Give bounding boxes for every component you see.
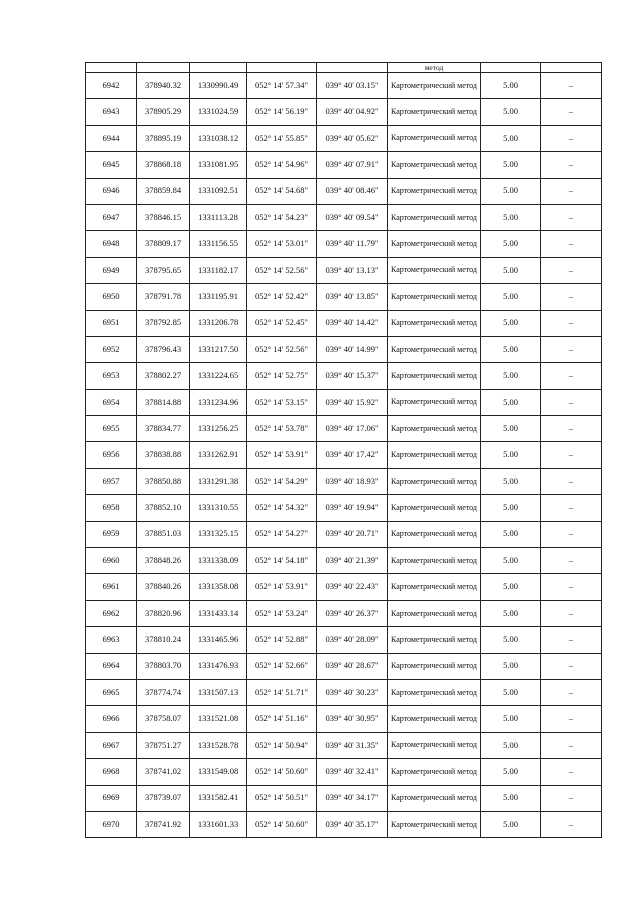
latitude-cell: 052° 14' 54.96" xyxy=(247,152,317,178)
method-cell: Картометрический метод xyxy=(388,600,481,626)
note-cell: – xyxy=(541,574,602,600)
point-number-cell: 6943 xyxy=(86,99,137,125)
table-row xyxy=(86,785,602,811)
accuracy-cell: 5.00 xyxy=(481,495,541,521)
note-cell: – xyxy=(541,811,602,837)
point-number-cell: 6966 xyxy=(86,706,137,732)
x-coordinate-cell: 378846.15 xyxy=(137,204,190,230)
accuracy-cell: 5.00 xyxy=(481,627,541,653)
point-number-cell: 6951 xyxy=(86,310,137,336)
longitude-cell: 039° 40' 30.23" xyxy=(317,679,388,705)
y-coordinate-cell: 1330990.49 xyxy=(190,73,247,99)
accuracy-cell: 5.00 xyxy=(481,653,541,679)
method-cell: Картометрический метод xyxy=(388,231,481,257)
point-number-cell: 6959 xyxy=(86,521,137,547)
point-number-cell: 6953 xyxy=(86,363,137,389)
table-row xyxy=(86,679,602,705)
point-number-cell: 6964 xyxy=(86,653,137,679)
x-coordinate-cell: 378774.74 xyxy=(137,679,190,705)
y-coordinate-cell: 1331291.38 xyxy=(190,468,247,494)
y-coordinate-cell: 1331256.25 xyxy=(190,416,247,442)
longitude-cell: 039° 40' 15.92" xyxy=(317,389,388,415)
accuracy-cell: 5.00 xyxy=(481,574,541,600)
y-coordinate-cell: 1331507.13 xyxy=(190,679,247,705)
y-coordinate-cell: 1331476.93 xyxy=(190,653,247,679)
point-number-cell: 6945 xyxy=(86,152,137,178)
x-coordinate-cell: 378895.19 xyxy=(137,125,190,151)
longitude-cell: 039° 40' 32.41" xyxy=(317,759,388,785)
point-number-cell: 6962 xyxy=(86,600,137,626)
latitude-cell: 052° 14' 53.91" xyxy=(247,574,317,600)
point-number-cell: 6969 xyxy=(86,785,137,811)
point-number-cell: 6958 xyxy=(86,495,137,521)
x-coordinate-cell: 378791.78 xyxy=(137,284,190,310)
longitude-cell: 039° 40' 19.94" xyxy=(317,495,388,521)
note-cell: – xyxy=(541,99,602,125)
latitude-cell: 052° 14' 52.56" xyxy=(247,257,317,283)
accuracy-cell: 5.00 xyxy=(481,204,541,230)
accuracy-cell: 5.00 xyxy=(481,310,541,336)
latitude-cell: 052° 14' 52.66" xyxy=(247,653,317,679)
coordinates-table xyxy=(85,62,602,838)
x-coordinate-cell: 378796.43 xyxy=(137,336,190,362)
table-row xyxy=(86,416,602,442)
note-cell: – xyxy=(541,178,602,204)
latitude-cell: 052° 14' 54.68" xyxy=(247,178,317,204)
latitude-cell: 052° 14' 52.88" xyxy=(247,627,317,653)
longitude-cell: 039° 40' 28.67" xyxy=(317,653,388,679)
point-number-cell: 6965 xyxy=(86,679,137,705)
longitude-cell: 039° 40' 13.13" xyxy=(317,257,388,283)
longitude-cell: 039° 40' 18.93" xyxy=(317,468,388,494)
note-cell: – xyxy=(541,521,602,547)
method-cell: Картометрический метод xyxy=(388,811,481,837)
method-cell: Картометрический метод xyxy=(388,257,481,283)
latitude-cell: 052° 14' 50.60" xyxy=(247,811,317,837)
accuracy-cell xyxy=(481,63,541,73)
method-cell: Картометрический метод xyxy=(388,336,481,362)
longitude-cell: 039° 40' 03.15" xyxy=(317,73,388,99)
method-cell: Картометрический метод xyxy=(388,785,481,811)
x-coordinate-cell: 378851.03 xyxy=(137,521,190,547)
note-cell: – xyxy=(541,73,602,99)
y-coordinate-cell: 1331528.78 xyxy=(190,732,247,758)
accuracy-cell: 5.00 xyxy=(481,125,541,151)
longitude-cell: 039° 40' 21.39" xyxy=(317,548,388,574)
y-coordinate-cell: 1331092.51 xyxy=(190,178,247,204)
note-cell: – xyxy=(541,785,602,811)
point-number-cell: 6946 xyxy=(86,178,137,204)
latitude-cell: 052° 14' 52.42" xyxy=(247,284,317,310)
latitude-cell: 052° 14' 54.23" xyxy=(247,204,317,230)
table-row xyxy=(86,152,602,178)
y-coordinate-cell: 1331206.78 xyxy=(190,310,247,336)
y-coordinate-cell: 1331217.50 xyxy=(190,336,247,362)
point-number-cell xyxy=(86,63,137,73)
accuracy-cell: 5.00 xyxy=(481,521,541,547)
accuracy-cell: 5.00 xyxy=(481,416,541,442)
longitude-cell: 039° 40' 30.95" xyxy=(317,706,388,732)
accuracy-cell: 5.00 xyxy=(481,679,541,705)
method-cell: Картометрический метод xyxy=(388,416,481,442)
x-coordinate-cell: 378758.07 xyxy=(137,706,190,732)
x-coordinate-cell: 378852.10 xyxy=(137,495,190,521)
accuracy-cell: 5.00 xyxy=(481,442,541,468)
latitude-cell: 052° 14' 55.85" xyxy=(247,125,317,151)
point-number-cell: 6944 xyxy=(86,125,137,151)
x-coordinate-cell: 378739.07 xyxy=(137,785,190,811)
y-coordinate-cell: 1331601.33 xyxy=(190,811,247,837)
point-number-cell: 6968 xyxy=(86,759,137,785)
method-cell: Картометрический метод xyxy=(388,442,481,468)
table-row xyxy=(86,759,602,785)
note-cell: – xyxy=(541,389,602,415)
longitude-cell: 039° 40' 35.17" xyxy=(317,811,388,837)
y-coordinate-cell: 1331358.08 xyxy=(190,574,247,600)
point-number-cell: 6949 xyxy=(86,257,137,283)
accuracy-cell: 5.00 xyxy=(481,257,541,283)
table-body xyxy=(86,63,602,838)
table-row xyxy=(86,732,602,758)
x-coordinate-cell: 378810.24 xyxy=(137,627,190,653)
x-coordinate-cell: 378741.92 xyxy=(137,811,190,837)
note-cell: – xyxy=(541,336,602,362)
y-coordinate-cell: 1331465.96 xyxy=(190,627,247,653)
method-cell: Картометрический метод xyxy=(388,521,481,547)
point-number-cell: 6948 xyxy=(86,231,137,257)
note-cell: – xyxy=(541,468,602,494)
latitude-cell: 052° 14' 54.29" xyxy=(247,468,317,494)
y-coordinate-cell: 1331433.14 xyxy=(190,600,247,626)
method-cell: Картометрический метод xyxy=(388,574,481,600)
longitude-cell: 039° 40' 05.62" xyxy=(317,125,388,151)
accuracy-cell: 5.00 xyxy=(481,336,541,362)
method-cell: Картометрический метод xyxy=(388,548,481,574)
longitude-cell: 039° 40' 17.06" xyxy=(317,416,388,442)
longitude-cell: 039° 40' 20.71" xyxy=(317,521,388,547)
x-coordinate-cell: 378820.96 xyxy=(137,600,190,626)
table-row xyxy=(86,548,602,574)
longitude-cell: 039° 40' 26.37" xyxy=(317,600,388,626)
method-cell: Картометрический метод xyxy=(388,99,481,125)
latitude-cell: 052° 14' 52.45" xyxy=(247,310,317,336)
latitude-cell xyxy=(247,63,317,73)
x-coordinate-cell: 378795.65 xyxy=(137,257,190,283)
method-cell: Картометрический метод xyxy=(388,653,481,679)
accuracy-cell: 5.00 xyxy=(481,73,541,99)
longitude-cell: 039° 40' 34.17" xyxy=(317,785,388,811)
table-row xyxy=(86,811,602,837)
table-row xyxy=(86,204,602,230)
latitude-cell: 052° 14' 53.01" xyxy=(247,231,317,257)
latitude-cell: 052° 14' 56.19" xyxy=(247,99,317,125)
latitude-cell: 052° 14' 50.94" xyxy=(247,732,317,758)
longitude-cell: 039° 40' 13.85" xyxy=(317,284,388,310)
point-number-cell: 6947 xyxy=(86,204,137,230)
point-number-cell: 6970 xyxy=(86,811,137,837)
latitude-cell: 052° 14' 53.91" xyxy=(247,442,317,468)
x-coordinate-cell: 378803.70 xyxy=(137,653,190,679)
point-number-cell: 6967 xyxy=(86,732,137,758)
y-coordinate-cell: 1331549.08 xyxy=(190,759,247,785)
x-coordinate-cell: 378905.29 xyxy=(137,99,190,125)
longitude-cell: 039° 40' 08.46" xyxy=(317,178,388,204)
table-row xyxy=(86,125,602,151)
method-cell: Картометрический метод xyxy=(388,152,481,178)
note-cell: – xyxy=(541,231,602,257)
x-coordinate-cell: 378838.88 xyxy=(137,442,190,468)
point-number-cell: 6942 xyxy=(86,73,137,99)
table-row xyxy=(86,99,602,125)
x-coordinate-cell xyxy=(137,63,190,73)
method-cell: Картометрический метод xyxy=(388,284,481,310)
y-coordinate-cell xyxy=(190,63,247,73)
note-cell: – xyxy=(541,495,602,521)
point-number-cell: 6952 xyxy=(86,336,137,362)
longitude-cell: 039° 40' 31.35" xyxy=(317,732,388,758)
table-row xyxy=(86,178,602,204)
note-cell: – xyxy=(541,732,602,758)
x-coordinate-cell: 378741.02 xyxy=(137,759,190,785)
y-coordinate-cell: 1331234.96 xyxy=(190,389,247,415)
note-cell: – xyxy=(541,759,602,785)
note-cell: – xyxy=(541,600,602,626)
x-coordinate-cell: 378840.26 xyxy=(137,574,190,600)
note-cell: – xyxy=(541,653,602,679)
longitude-cell: 039° 40' 14.42" xyxy=(317,310,388,336)
latitude-cell: 052° 14' 50.60" xyxy=(247,759,317,785)
y-coordinate-cell: 1331038.12 xyxy=(190,125,247,151)
point-number-cell: 6950 xyxy=(86,284,137,310)
y-coordinate-cell: 1331310.55 xyxy=(190,495,247,521)
note-cell: – xyxy=(541,627,602,653)
method-cell: метод xyxy=(388,63,481,73)
longitude-cell: 039° 40' 28.09" xyxy=(317,627,388,653)
longitude-cell: 039° 40' 07.91" xyxy=(317,152,388,178)
table-row xyxy=(86,521,602,547)
accuracy-cell: 5.00 xyxy=(481,732,541,758)
latitude-cell: 052° 14' 52.75" xyxy=(247,363,317,389)
latitude-cell: 052° 14' 50.51" xyxy=(247,785,317,811)
method-cell: Картометрический метод xyxy=(388,468,481,494)
accuracy-cell: 5.00 xyxy=(481,363,541,389)
table-row xyxy=(86,257,602,283)
table-row xyxy=(86,363,602,389)
point-number-cell: 6961 xyxy=(86,574,137,600)
x-coordinate-cell: 378809.17 xyxy=(137,231,190,257)
y-coordinate-cell: 1331195.91 xyxy=(190,284,247,310)
table-row xyxy=(86,389,602,415)
table-row xyxy=(86,706,602,732)
method-cell: Картометрический метод xyxy=(388,310,481,336)
y-coordinate-cell: 1331081.95 xyxy=(190,152,247,178)
x-coordinate-cell: 378751.27 xyxy=(137,732,190,758)
latitude-cell: 052° 14' 54.32" xyxy=(247,495,317,521)
table-row xyxy=(86,336,602,362)
accuracy-cell: 5.00 xyxy=(481,178,541,204)
table-row xyxy=(86,653,602,679)
accuracy-cell: 5.00 xyxy=(481,600,541,626)
method-cell: Картометрический метод xyxy=(388,178,481,204)
note-cell: – xyxy=(541,257,602,283)
method-cell: Картометрический метод xyxy=(388,495,481,521)
latitude-cell: 052° 14' 54.18" xyxy=(247,548,317,574)
longitude-cell: 039° 40' 11.79" xyxy=(317,231,388,257)
x-coordinate-cell: 378850.88 xyxy=(137,468,190,494)
note-cell: – xyxy=(541,152,602,178)
y-coordinate-cell: 1331338.09 xyxy=(190,548,247,574)
accuracy-cell: 5.00 xyxy=(481,284,541,310)
x-coordinate-cell: 378792.85 xyxy=(137,310,190,336)
table-row xyxy=(86,310,602,336)
accuracy-cell: 5.00 xyxy=(481,785,541,811)
accuracy-cell: 5.00 xyxy=(481,231,541,257)
accuracy-cell: 5.00 xyxy=(481,548,541,574)
method-cell: Картометрический метод xyxy=(388,204,481,230)
y-coordinate-cell: 1331262.91 xyxy=(190,442,247,468)
longitude-cell: 039° 40' 17.42" xyxy=(317,442,388,468)
method-cell: Картометрический метод xyxy=(388,125,481,151)
x-coordinate-cell: 378868.18 xyxy=(137,152,190,178)
y-coordinate-cell: 1331521.08 xyxy=(190,706,247,732)
y-coordinate-cell: 1331582.41 xyxy=(190,785,247,811)
accuracy-cell: 5.00 xyxy=(481,759,541,785)
note-cell: – xyxy=(541,548,602,574)
note-cell: – xyxy=(541,416,602,442)
accuracy-cell: 5.00 xyxy=(481,811,541,837)
note-cell: – xyxy=(541,442,602,468)
longitude-cell xyxy=(317,63,388,73)
x-coordinate-cell: 378834.77 xyxy=(137,416,190,442)
method-cell: Картометрический метод xyxy=(388,73,481,99)
point-number-cell: 6955 xyxy=(86,416,137,442)
table-row-fragment xyxy=(86,63,602,73)
latitude-cell: 052° 14' 51.71" xyxy=(247,679,317,705)
point-number-cell: 6956 xyxy=(86,442,137,468)
y-coordinate-cell: 1331113.28 xyxy=(190,204,247,230)
table-row xyxy=(86,442,602,468)
y-coordinate-cell: 1331156.55 xyxy=(190,231,247,257)
note-cell: – xyxy=(541,284,602,310)
point-number-cell: 6963 xyxy=(86,627,137,653)
note-cell: – xyxy=(541,310,602,336)
y-coordinate-cell: 1331325.15 xyxy=(190,521,247,547)
note-cell: – xyxy=(541,679,602,705)
table-row xyxy=(86,468,602,494)
point-number-cell: 6954 xyxy=(86,389,137,415)
x-coordinate-cell: 378848.26 xyxy=(137,548,190,574)
table-row xyxy=(86,495,602,521)
point-number-cell: 6957 xyxy=(86,468,137,494)
note-cell: – xyxy=(541,204,602,230)
method-cell: Картометрический метод xyxy=(388,627,481,653)
longitude-cell: 039° 40' 22.43" xyxy=(317,574,388,600)
table-row xyxy=(86,231,602,257)
latitude-cell: 052° 14' 53.24" xyxy=(247,600,317,626)
longitude-cell: 039° 40' 04.92" xyxy=(317,99,388,125)
method-cell: Картометрический метод xyxy=(388,759,481,785)
latitude-cell: 052° 14' 54.27" xyxy=(247,521,317,547)
latitude-cell: 052° 14' 53.15" xyxy=(247,389,317,415)
y-coordinate-cell: 1331224.65 xyxy=(190,363,247,389)
table-row xyxy=(86,284,602,310)
accuracy-cell: 5.00 xyxy=(481,152,541,178)
x-coordinate-cell: 378859.84 xyxy=(137,178,190,204)
note-cell: – xyxy=(541,706,602,732)
method-cell: Картометрический метод xyxy=(388,706,481,732)
longitude-cell: 039° 40' 09.54" xyxy=(317,204,388,230)
latitude-cell: 052° 14' 52.56" xyxy=(247,336,317,362)
method-cell: Картометрический метод xyxy=(388,363,481,389)
y-coordinate-cell: 1331182.17 xyxy=(190,257,247,283)
method-cell: Картометрический метод xyxy=(388,679,481,705)
method-cell: Картометрический метод xyxy=(388,389,481,415)
table-row xyxy=(86,600,602,626)
accuracy-cell: 5.00 xyxy=(481,99,541,125)
table-row xyxy=(86,73,602,99)
accuracy-cell: 5.00 xyxy=(481,468,541,494)
note-cell xyxy=(541,63,602,73)
table-row xyxy=(86,627,602,653)
accuracy-cell: 5.00 xyxy=(481,706,541,732)
y-coordinate-cell: 1331024.59 xyxy=(190,99,247,125)
latitude-cell: 052° 14' 53.78" xyxy=(247,416,317,442)
accuracy-cell: 5.00 xyxy=(481,389,541,415)
latitude-cell: 052° 14' 57.34" xyxy=(247,73,317,99)
note-cell: – xyxy=(541,125,602,151)
latitude-cell: 052° 14' 51.16" xyxy=(247,706,317,732)
method-cell: Картометрический метод xyxy=(388,732,481,758)
table-row xyxy=(86,574,602,600)
x-coordinate-cell: 378802.27 xyxy=(137,363,190,389)
note-cell: – xyxy=(541,363,602,389)
longitude-cell: 039° 40' 15.37" xyxy=(317,363,388,389)
longitude-cell: 039° 40' 14.99" xyxy=(317,336,388,362)
point-number-cell: 6960 xyxy=(86,548,137,574)
x-coordinate-cell: 378940.32 xyxy=(137,73,190,99)
x-coordinate-cell: 378814.88 xyxy=(137,389,190,415)
